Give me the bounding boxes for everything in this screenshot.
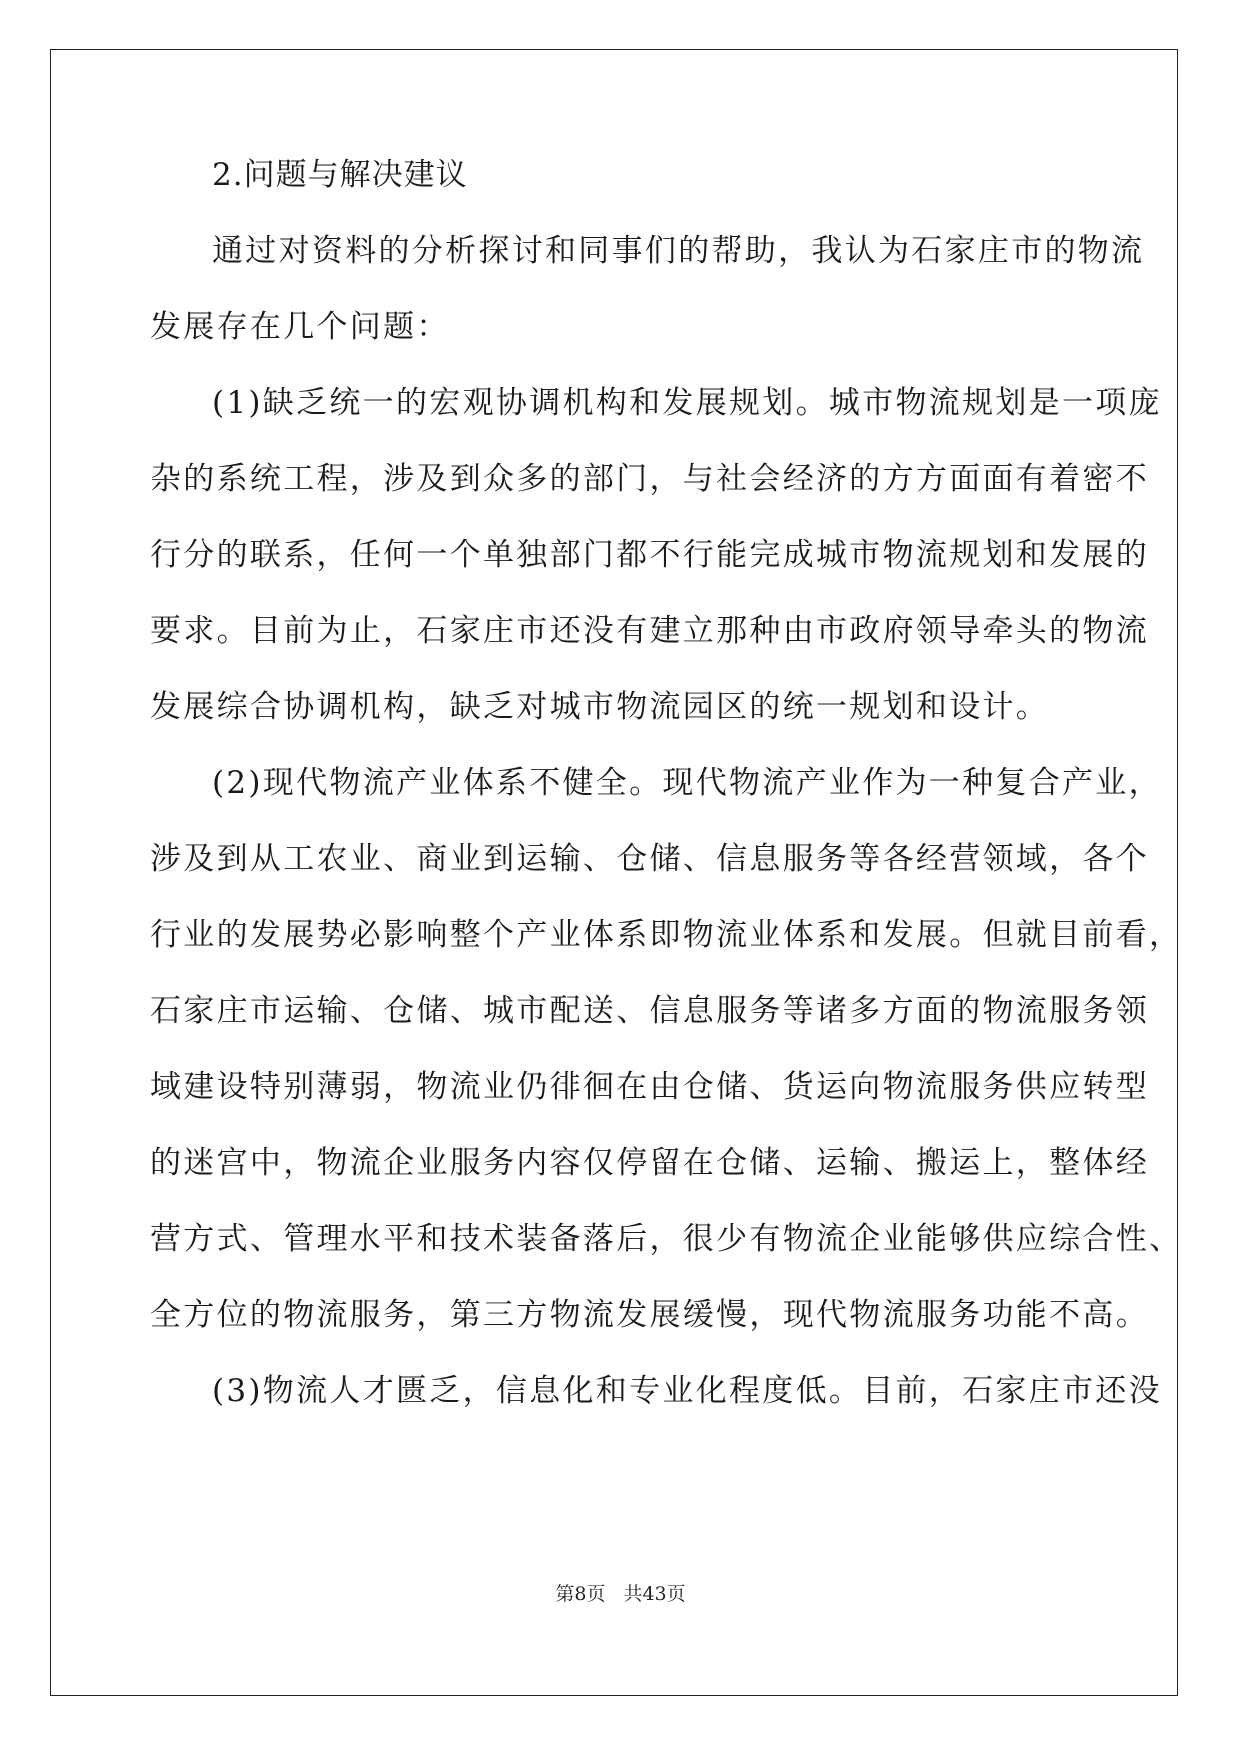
paragraph-line: 发展综合协调机构，缺乏对城市物流园区的统一规划和设计。 xyxy=(150,689,1050,725)
paragraph-line: (3)物流人才匮乏，信息化和专业化程度低。目前，石家庄市还没 xyxy=(212,1373,1162,1409)
paragraph-line: (1)缺乏统一的宏观协调机构和发展规划。城市物流规划是一项庞 xyxy=(212,385,1162,421)
paragraph-line: (2)现代物流产业体系不健全。现代物流产业作为一种复合产业， xyxy=(212,765,1162,801)
page-number: 第8页 xyxy=(555,1583,606,1605)
paragraph-line: 的迷宫中，物流企业服务内容仅停留在仓储、运输、搬运上，整体经 xyxy=(150,1145,1149,1181)
paragraph-line: 行分的联系，任何一个单独部门都不行能完成城市物流规划和发展的 xyxy=(150,537,1149,573)
paragraph-line: 涉及到从工农业、商业到运输、仓储、信息服务等各经营领域，各个 xyxy=(150,841,1149,877)
paragraph-line: 行业的发展势必影响整个产业体系即物流业体系和发展。但就目前看， xyxy=(150,917,1183,953)
paragraph-line: 杂的系统工程，涉及到众多的部门，与社会经济的方方面面有着密不 xyxy=(150,461,1149,497)
paragraph-line: 要求。目前为止，石家庄市还没有建立那种由市政府领导牵头的物流 xyxy=(150,613,1149,649)
paragraph-line: 发展存在几个问题： xyxy=(150,309,450,345)
paragraph-line: 石家庄市运输、仓储、城市配送、信息服务等诸多方面的物流服务领 xyxy=(150,993,1149,1029)
page-total: 共43页 xyxy=(623,1583,686,1605)
paragraph-line: 域建设特别薄弱，物流业仍徘徊在由仓储、货运向物流服务供应转型 xyxy=(150,1069,1149,1105)
paragraph-line: 通过对资料的分析探讨和同事们的帮助，我认为石家庄市的物流 xyxy=(212,233,1145,269)
page-footer xyxy=(0,1582,1241,1606)
paragraph-line: 营方式、管理水平和技术装备落后，很少有物流企业能够供应综合性、 xyxy=(150,1221,1183,1257)
paragraph-line: 全方位的物流服务，第三方物流发展缓慢，现代物流服务功能不高。 xyxy=(150,1297,1149,1333)
section-heading: 2.问题与解决建议 xyxy=(212,157,468,193)
